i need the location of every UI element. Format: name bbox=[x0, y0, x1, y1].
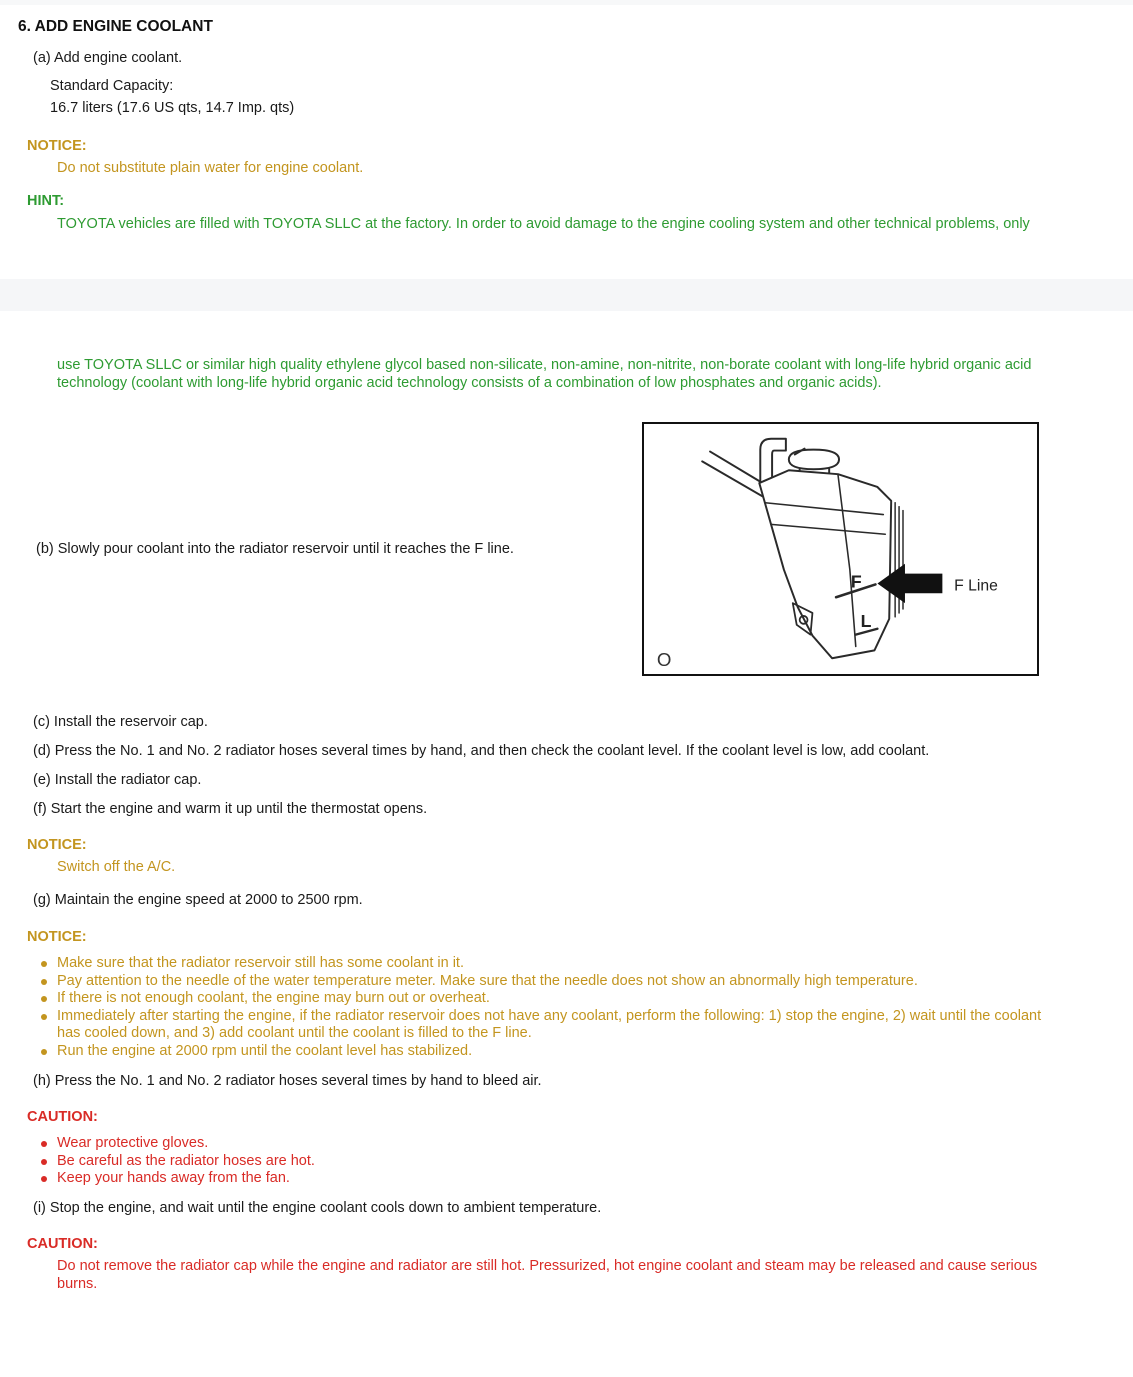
hint-block bbox=[0, 193, 1133, 233]
step-h: (h) Press the No. 1 and No. 2 radiator hoses several times by hand to bleed air. bbox=[33, 1073, 542, 1089]
notice-label: NOTICE: bbox=[27, 138, 87, 154]
step-c: (c) Install the reservoir cap. bbox=[33, 714, 208, 730]
capacity-value: 16.7 liters (17.6 US qts, 14.7 Imp. qts) bbox=[50, 100, 295, 116]
caution-bullet-list bbox=[0, 1135, 1133, 1188]
notice-block-2 bbox=[0, 837, 1133, 876]
notice-text: Switch off the A/C. bbox=[57, 859, 176, 875]
service-manual-page bbox=[0, 18, 1133, 1293]
step-b-cell bbox=[0, 422, 642, 676]
hint-label: HINT: bbox=[27, 193, 65, 209]
notice-bullet: Run the engine at 2000 rpm until the coolant level has stabilized. bbox=[57, 1043, 1042, 1061]
caution-label: CAUTION: bbox=[27, 1109, 98, 1125]
l-mark-label: L bbox=[860, 610, 872, 631]
section-heading: 6. ADD ENGINE COOLANT bbox=[18, 18, 213, 35]
notice-text: Do not substitute plain water for engine coolant. bbox=[57, 160, 364, 176]
caution-block-1 bbox=[0, 1109, 1133, 1188]
step-g: (g) Maintain the engine speed at 2000 to 2500 rpm. bbox=[33, 892, 363, 908]
step-d: (d) Press the No. 1 and No. 2 radiator hoses several times by hand, and then check the coolant level. If the coolant level is low, add coolant. bbox=[33, 743, 930, 759]
capacity-label: Standard Capacity: bbox=[50, 78, 174, 94]
caution-text: Do not remove the radiator cap while the engine and radiator are still hot. Pressurized, hot engine coolant and steam may be released and cause serious burns. bbox=[57, 1257, 1038, 1292]
step-i: (i) Stop the engine, and wait until the engine coolant cools down to ambient temperature. bbox=[33, 1199, 602, 1216]
notice-label: NOTICE: bbox=[27, 929, 87, 945]
hint-text-continued: use TOYOTA SLLC or similar high quality ethylene glycol based non-silicate, non-amine, non-nitrite, non-borate coolant with long-life hybrid organic acid technology (coolant with long-life hybrid organic acid technology consists of a combination of low phosphates and organic acids). bbox=[57, 357, 1032, 391]
caution-label: CAUTION: bbox=[27, 1235, 98, 1252]
reservoir-figure bbox=[642, 422, 1039, 676]
caution-bullet: Be careful as the radiator hoses are hot. bbox=[57, 1153, 1133, 1171]
notice-bullet: Pay attention to the needle of the water temperature meter. Make sure that the needle does not show an abnormally high temperature. bbox=[57, 973, 1042, 991]
figure-corner-label: O bbox=[656, 649, 672, 671]
step-b: (b) Slowly pour coolant into the radiator reservoir until it reaches the F line. bbox=[36, 540, 514, 557]
step-a: (a) Add engine coolant. bbox=[33, 50, 183, 66]
f-mark-label: F bbox=[850, 571, 862, 592]
notice-block-3 bbox=[0, 929, 1133, 1060]
steps-c-to-f bbox=[0, 714, 1133, 818]
page-top-strip bbox=[0, 0, 1133, 5]
reservoir-illustration bbox=[644, 424, 1037, 674]
notice-bullet-list bbox=[0, 955, 1097, 1060]
step-f: (f) Start the engine and warm it up until the thermostat opens. bbox=[33, 801, 428, 817]
standard-capacity-block bbox=[50, 78, 1133, 117]
page-break-band bbox=[0, 279, 1133, 311]
caution-bullet: Keep your hands away from the fan. bbox=[57, 1170, 1133, 1188]
caution-block-2 bbox=[0, 1236, 1133, 1293]
notice-bullet: Make sure that the radiator reservoir still has some coolant in it. bbox=[57, 955, 1042, 973]
hint-text-line1: TOYOTA vehicles are filled with TOYOTA SLLC at the factory. In order to avoid damage to the engine cooling system and other technical problems, only bbox=[57, 216, 1030, 232]
caution-bullet: Wear protective gloves. bbox=[57, 1135, 1133, 1153]
notice-bullet: If there is not enough coolant, the engine may burn out or overheat. bbox=[57, 990, 1042, 1008]
hose-lines bbox=[702, 452, 769, 497]
f-line-label: F Line bbox=[954, 577, 998, 595]
step-e: (e) Install the radiator cap. bbox=[33, 772, 202, 788]
notice-bullet: Immediately after starting the engine, if the radiator reservoir does not have any coolant, perform the following: 1) stop the engine, 2) wait until the coolant has cooled down, and 3) add coolant until the coolant is filled to the F line. bbox=[57, 1007, 1042, 1041]
notice-label: NOTICE: bbox=[27, 837, 87, 853]
step-b-with-figure bbox=[0, 422, 1133, 676]
notice-block-1 bbox=[0, 138, 1133, 177]
